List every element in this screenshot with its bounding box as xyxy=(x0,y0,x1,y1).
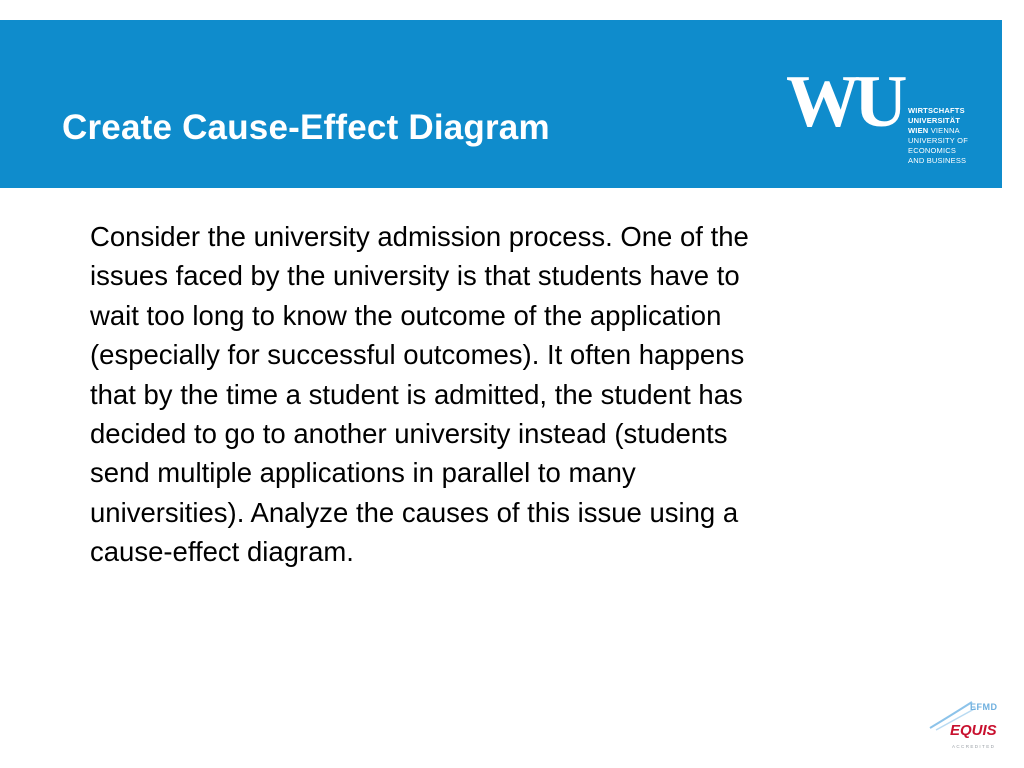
header-banner xyxy=(0,20,1002,188)
logo-line-6: AND BUSINESS xyxy=(908,156,967,165)
body-line: universities). Analyze the causes of this issue using a xyxy=(90,496,739,528)
body-line: that by the time a student is admitted, the student has xyxy=(90,378,743,410)
logo-line-5: ECONOMICS xyxy=(908,146,957,155)
logo-line-2: UNIVERSITÄT xyxy=(908,116,961,125)
wu-logo-text xyxy=(908,106,968,166)
equis-label: EQUIS xyxy=(950,722,997,739)
slide-title: Create Cause-Effect Diagram xyxy=(62,108,550,147)
equis-accreditation-logo xyxy=(926,694,1016,754)
logo-line-4: UNIVERSITY OF xyxy=(908,136,968,145)
slide-body xyxy=(90,217,920,572)
accredited-label: ACCREDITED xyxy=(952,744,996,749)
efmd-label: EFMD xyxy=(970,702,998,712)
body-line: send multiple applications in parallel to many xyxy=(90,457,636,489)
body-line: Consider the university admission process. One of the xyxy=(90,221,749,252)
body-line: wait too long to know the outcome of the application xyxy=(90,299,722,331)
svg-text:WU: WU xyxy=(786,64,902,134)
wu-logo-mark-icon xyxy=(786,64,916,134)
body-line: cause-effect diagram. xyxy=(90,536,354,568)
logo-line-1: WIRTSCHAFTS xyxy=(908,106,965,115)
body-line: decided to go to another university instead (students xyxy=(90,418,728,450)
logo-line-3: WIEN VIENNA xyxy=(908,126,960,135)
body-line: issues faced by the university is that students have to xyxy=(90,260,740,292)
body-line: (especially for successful outcomes). It often happens xyxy=(90,339,745,371)
wu-logo xyxy=(786,64,986,174)
